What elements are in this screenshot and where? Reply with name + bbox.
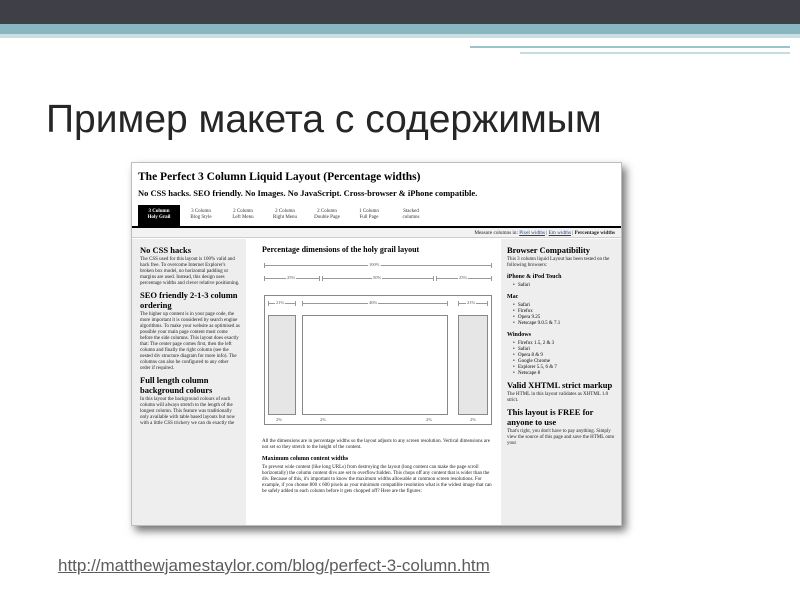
page-subtitle: No CSS hacks. SEO friendly. No Images. No JavaScript. Cross-browser & iPhone compatible.	[138, 188, 478, 198]
webpage-screenshot	[131, 162, 622, 526]
tab-blog-style[interactable]	[180, 205, 222, 227]
list-item: • Firefox 1.5, 2 & 3	[513, 341, 619, 347]
list-item: • Netscape 9.0.5 & 7.1	[513, 321, 619, 327]
source-url-link[interactable]: http://matthewjamestaylor.com/blog/perfect-3-column.htm	[58, 556, 490, 575]
browser-list-mac	[513, 303, 619, 327]
tab-label-line2: Full Page	[359, 215, 379, 220]
slide-top-stripe-light	[0, 34, 800, 38]
slide-title: Пример макета с содержимым	[46, 98, 602, 141]
section-text: That's right, you don't have to pay anything. Simply view the source of this page and save the HTML onto your	[507, 429, 615, 446]
list-item: • Opera 9.25	[513, 315, 619, 321]
tab-label-line1: 1 Column	[359, 209, 379, 214]
tab-label-line1: 2 Column	[233, 209, 253, 214]
dimension-label: 25%	[459, 275, 468, 280]
list-item: • Explorer 5.5, 6 & 7	[513, 365, 619, 371]
layout-tabs	[138, 205, 432, 227]
tab-label-line2: columns	[402, 215, 420, 220]
measure-separator: |	[544, 230, 549, 236]
dimension-label: 21%	[467, 300, 476, 305]
diagram-left-column	[268, 315, 296, 415]
tab-label-line1: 3 Column	[148, 209, 170, 214]
diagram-right-column	[458, 315, 488, 415]
section-heading: SEO friendly 2-1-3 column ordering	[140, 290, 238, 310]
section-heading: No CSS hacks	[140, 245, 192, 255]
center-column	[256, 239, 498, 526]
tab-label-line2: Double Page	[314, 215, 340, 220]
section-text: In this layout the background colours of each column will always stretch to the length of the longest column. This feature was traditionally only available with table based layouts but now with a little CSS trickery we can do exactly the	[140, 397, 236, 426]
percentage-widths-current: Percentage widths	[574, 230, 615, 236]
dimension-label: 2%	[470, 417, 476, 422]
dimension-label: 46%	[369, 300, 378, 305]
section-heading: Browser Compatibility	[507, 245, 591, 255]
tab-label-line1: 2 Column	[317, 209, 337, 214]
right-column	[501, 239, 622, 526]
tab-label-line1: 3 Column	[191, 209, 211, 214]
list-item: • Firefox	[513, 309, 619, 315]
slide-deco-line-secondary	[520, 52, 790, 54]
tab-label-line2: Blog Style	[190, 215, 212, 220]
list-item: • Netscape 8	[513, 371, 619, 377]
page-title: The Perfect 3 Column Liquid Layout (Percentage widths)	[138, 171, 421, 183]
dimension-label: 25%	[287, 275, 296, 280]
tab-label-line1: Stacked	[403, 209, 419, 214]
measure-bar	[132, 228, 622, 238]
tab-right-menu[interactable]	[264, 205, 306, 227]
browser-list-windows	[513, 341, 619, 377]
slide-top-bar	[0, 0, 800, 24]
diagram-center-column	[302, 315, 448, 415]
slide-deco-line	[470, 46, 790, 48]
section-heading: Percentage dimensions of the holy grail layout	[262, 245, 420, 254]
dimension-label: 2%	[276, 417, 282, 422]
dimension-label: 21%	[276, 300, 285, 305]
browser-group-heading: iPhone & iPod Touch	[507, 274, 562, 280]
pixel-widths-link[interactable]: Pixel widths	[519, 230, 545, 236]
tab-double-page[interactable]	[306, 205, 348, 227]
section-text: All the dimensions are in percentage widths so the layout adjusts to any screen resolution. Vertical dimensions are not set so they stretch to the height of the content.	[262, 439, 490, 450]
tab-full-page[interactable]	[348, 205, 390, 227]
tab-holy-grail[interactable]	[138, 205, 180, 227]
list-item: • Safari	[513, 283, 619, 289]
section-text: This 3 column liquid Layout has been tested on the following browsers:	[507, 257, 610, 268]
section-heading: Valid XHTML strict markup	[507, 380, 613, 390]
list-item: • Google Chrome	[513, 359, 619, 365]
tab-left-menu[interactable]	[222, 205, 264, 227]
section-text: To prevent wide content (like long URLs) from destroying the layout (long content can make the page scroll horizontally) the column content divs are set to overflow:hidden. This chops off any content that is wider than the div. Because of this, it's important to know the maximum widths allowable at common screen resolutions. For example, if you choose 800 x 600 pixels as your minimum compatible resolution what is the widest image that can be safely added to each column before it gets chopped off? Here are the figures:	[262, 465, 492, 494]
left-column	[132, 239, 246, 526]
tab-label-line2: Holy Grail	[147, 215, 171, 220]
browser-group-heading: Mac	[507, 294, 519, 300]
slide-top-stripe	[0, 24, 800, 34]
section-subheading: Maximum column content widths	[262, 456, 349, 462]
section-text: The higher up content is in your page code, the more important it is considered by search engine algorithms. To make your website as optimised as possible your main page content must come before the side columns. This layout does exactly that: The center page comes first, then the left column and finally the right column (see the nested div structure diagram for more info). The columns can also be configured to any other order if required.	[140, 312, 240, 371]
dimension-label-total: 100%	[369, 262, 380, 267]
dimension-label: 2%	[426, 417, 432, 422]
list-item: • Safari	[513, 347, 619, 353]
measure-prefix: Measure columns in:	[474, 230, 518, 236]
holy-grail-dimension-diagram	[262, 259, 494, 435]
tab-label-line2: Left Menu	[232, 215, 254, 220]
browser-group-heading: Windows	[507, 332, 531, 338]
section-text: The CSS used for this layout is 100% valid and hack free. To overcome Internet Explorer's broken box model, no horizontal padding or margins are used. Instead, this design uses percentage widths and clever relative positioning.	[140, 257, 240, 286]
section-text: The HTML in this layout validates as XHTML 1.0 strict.	[507, 392, 609, 403]
section-heading: Full length column background colours	[140, 375, 213, 395]
browser-list-iphone	[513, 283, 619, 289]
tab-label-line2: Right Menu	[272, 215, 298, 220]
em-widths-link[interactable]: Em widths	[548, 230, 571, 236]
measure-separator: |	[570, 230, 575, 236]
dimension-label: 50%	[373, 275, 382, 280]
list-item: • Safari	[513, 303, 619, 309]
section-heading: This layout is FREE for anyone to use	[507, 407, 594, 427]
tab-stacked-columns[interactable]	[390, 205, 432, 227]
tab-label-line1: 2 Column	[275, 209, 295, 214]
dimension-label: 2%	[320, 417, 326, 422]
list-item: • Opera 8 & 9	[513, 353, 619, 359]
